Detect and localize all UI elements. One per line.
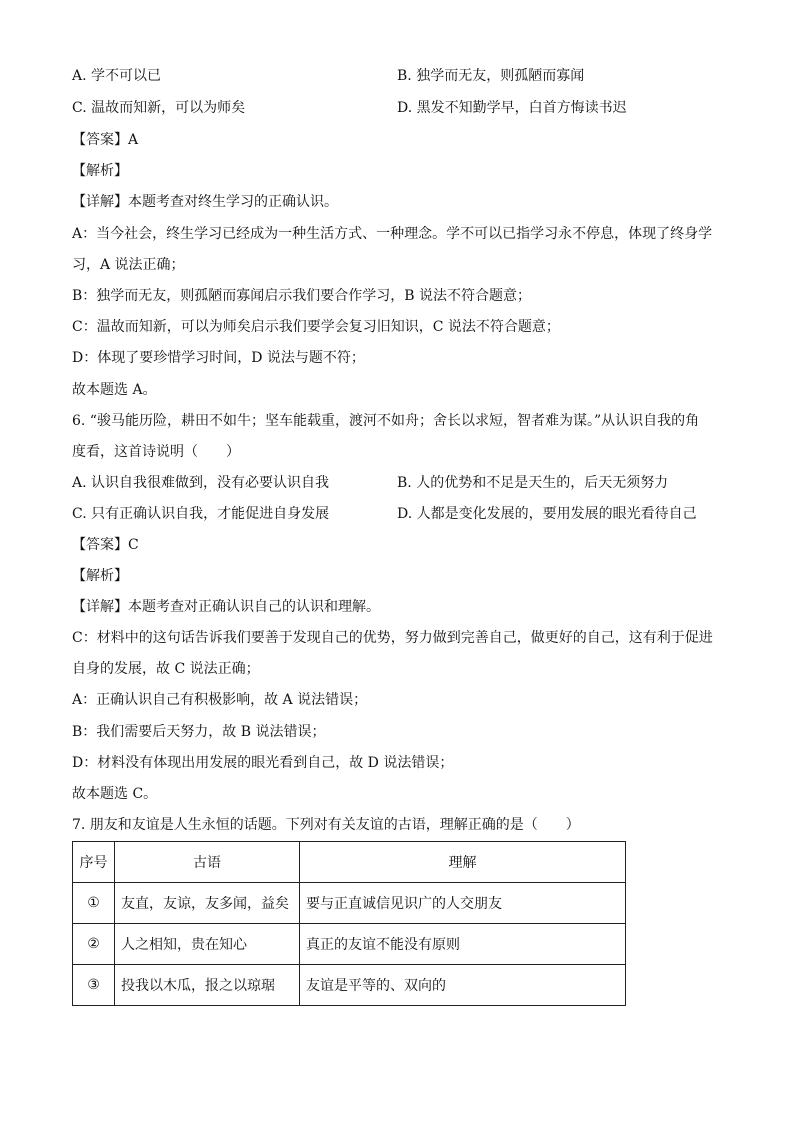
q5-explanation-line: 习，A 说法正确； [72, 257, 185, 273]
q6-answer: 【答案】C [72, 537, 139, 553]
q6-analysis-label: 【解析】 [72, 568, 128, 584]
table-cell-quote: 友直，友谅，友多闻，益矣 [115, 883, 300, 924]
table-row [73, 924, 626, 965]
table-row [73, 883, 626, 924]
q6-stem-line-1: 6. “骏马能历险，耕田不如牛；坚车能载重，渡河不如舟；舍长以求短，智者难为谋。”从认识自我的角 [72, 413, 700, 429]
table-cell-meaning: 友谊是平等的、双向的 [300, 965, 626, 1006]
table-header: 古语 [115, 842, 300, 883]
q6-option-a: A. 认识自我很难做到，没有必要认识自我 [72, 475, 330, 491]
q6-detail: 【详解】本题考查对正确认识自己的认识和理解。 [72, 599, 380, 615]
q5-explanation-line: A：当今社会，终生学习已经成为一种生活方式、一种理念。学不可以已指学习永不停息，体现了终身学 [72, 226, 713, 242]
table-header: 理解 [300, 842, 626, 883]
q6-explanation-line: 自身的发展，故 C 说法正确； [72, 661, 260, 677]
q6-option-d: D. 人都是变化发展的，要用发展的眼光看待自己 [397, 506, 697, 522]
table-row [73, 965, 626, 1006]
q7-stem: 7. 朋友和友谊是人生永恒的话题。下列对有关友谊的古语，理解正确的是（ ） [72, 817, 580, 833]
table-cell-quote: 投我以木瓜，报之以琼琚 [115, 965, 300, 1006]
q5-answer: 【答案】A [72, 132, 139, 148]
q5-explanation-line: D：体现了要珍惜学习时间，D 说法与题不符； [72, 350, 365, 366]
table-cell-quote: 人之相知，贵在知心 [115, 924, 300, 965]
table-cell-meaning: 真正的友谊不能没有原则 [300, 924, 626, 965]
q6-explanation-line: A：正确认识自己有积极影响，故 A 说法错误； [72, 692, 368, 708]
q6-option-b: B. 人的优势和不足是天生的，后天无须努力 [397, 475, 669, 491]
q5-option-a: A. 学不可以已 [72, 68, 162, 84]
q5-option-c: C. 温故而知新，可以为师矣 [72, 100, 246, 116]
q5-option-b: B. 独学而无友，则孤陋而寡闻 [397, 68, 585, 84]
q6-explanation-line: C：材料中的这句话告诉我们要善于发现自己的优势，努力做到完善自己，做更好的自己，这有利于促进 [72, 630, 713, 646]
q6-option-c: C. 只有正确认识自我，才能促进自身发展 [72, 506, 330, 522]
table-cell-meaning: 要与正直诚信见识广的人交朋友 [300, 883, 626, 924]
q7-table [72, 841, 626, 1006]
q6-explanation-line: D：材料没有体现出用发展的眼光看到自己，故 D 说法错误； [72, 755, 454, 771]
q5-explanation-line: C：温故而知新，可以为师矣启示我们要学会复习旧知识，C 说法不符合题意； [72, 319, 560, 335]
table-cell-index: ② [73, 924, 115, 965]
q5-analysis-label: 【解析】 [72, 163, 128, 179]
table-header-row [73, 842, 626, 883]
q5-option-d: D. 黑发不知勤学早，白首方悔读书迟 [397, 100, 627, 116]
table-cell-index: ① [73, 883, 115, 924]
q5-explanation-line: B：独学而无友，则孤陋而寡闻启示我们要合作学习，B 说法不符合题意； [72, 288, 532, 304]
q6-conclusion: 故本题选 C。 [72, 786, 158, 802]
table-header: 序号 [73, 842, 115, 883]
q5-conclusion: 故本题选 A。 [72, 382, 157, 398]
q6-stem-line-2: 度看，这首诗说明（ ） [72, 444, 240, 460]
q5-detail: 【详解】本题考查对终生学习的正确认识。 [72, 194, 338, 210]
q6-explanation-line: B：我们需要后天努力，故 B 说法错误； [72, 724, 326, 740]
table-cell-index: ③ [73, 965, 115, 1006]
